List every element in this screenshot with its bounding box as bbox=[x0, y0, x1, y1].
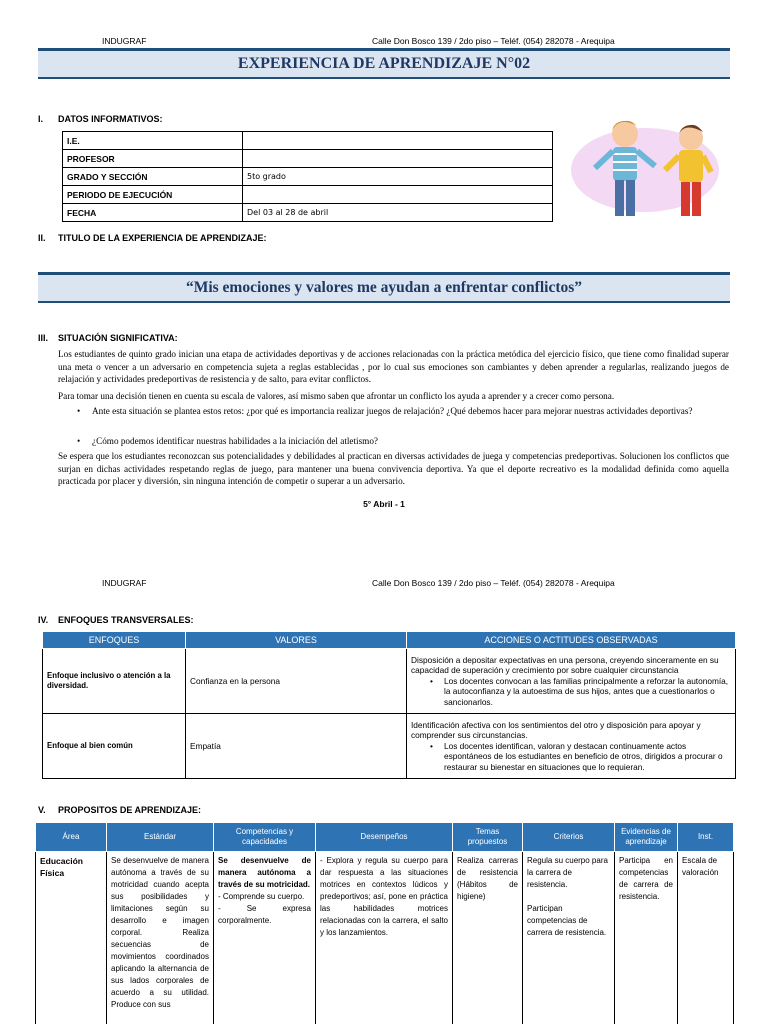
enfoque-valor: Empatía bbox=[186, 714, 407, 779]
section-heading-5 bbox=[38, 805, 201, 815]
situation-bullet-1: • Ante esta situación se plantea estos retos: ¿por qué es importancia realizar juegos de relajación? ¿Qué debemos hacer para mejorar nuestras actividades deportivas? bbox=[92, 405, 729, 418]
section-number: III. bbox=[38, 333, 49, 343]
page-header bbox=[0, 578, 768, 592]
experience-title-text: “Mis emociones y valores me ayudan a enfrentar conflictos” bbox=[185, 279, 583, 296]
accion-text: Identificación afectiva con los sentimientos del otro y disposición para apoyar y comprender sus circunstancias. bbox=[411, 719, 701, 741]
propositos-table bbox=[35, 822, 734, 1024]
column-header: ACCIONES O ACTITUDES OBSERVADAS bbox=[407, 632, 736, 649]
section-label: PROPOSITOS DE APRENDIZAJE: bbox=[58, 805, 202, 815]
enfoque-valor: Confianza en la persona bbox=[186, 649, 407, 714]
situation-paragraph-3: Se espera que los estudiantes reconozcan sus potencialidades y debilidades al practican en diversas actividades de juega y competencias predeportivas. Solucionen los conflictos que surjan en dichas actividades respetando reglas de juego, para mantener una buena convivencia deportiva. Ya que el deporte recreativo es la modalidad definida como aquella practicada por placer y diversión, sin ninguna intención de competir o superar a un adversario. bbox=[58, 451, 729, 486]
brand-name: INDUGRAF bbox=[102, 36, 147, 46]
table-row bbox=[63, 168, 553, 186]
section-label: ENFOQUES TRANSVERSALES: bbox=[58, 615, 194, 625]
table-row bbox=[63, 186, 553, 204]
list-item: • Los docentes convocan a las familias principalmente a reforzar la autonomía, la autoconfianza y la autoestima de sus hijos, antes que a cuestionarlos o sancionarlos. bbox=[444, 676, 731, 708]
situation-paragraph-1: Los estudiantes de quinto grado inician una etapa de actividades deportivas y de acciones relacionadas con la práctica metódica del ejercicio físico, que tiene como finalidad superar una meta o vencer a un adversario en competencia sujeta a reglas establecidas , por lo cual sus emociones son cambiantes y deben aprender a regularlas, realizando juegos de relajación y actividades predeportivas de resistencia y de salto, para evitar conflictos. bbox=[58, 349, 729, 384]
section-number: IV. bbox=[38, 615, 49, 625]
table-row bbox=[63, 150, 553, 168]
accion-text: Disposición a depositar expectativas en una persona, creyendo sinceramente en su capacidad de superación y crecimiento por sobre cualquier circunstancia bbox=[411, 654, 719, 676]
table-row bbox=[36, 852, 734, 1024]
accion-list bbox=[411, 741, 731, 773]
section-number: II. bbox=[38, 233, 46, 243]
enfoque-acciones bbox=[407, 649, 736, 714]
column-header: Estándar bbox=[107, 823, 214, 852]
table-row bbox=[63, 204, 553, 222]
section-label: DATOS INFORMATIVOS: bbox=[58, 114, 163, 124]
table-header-row bbox=[43, 632, 736, 649]
document-title bbox=[38, 48, 730, 79]
capacidad-item: - Comprende su cuerpo. bbox=[218, 892, 305, 901]
column-header: Competencias y capacidades bbox=[214, 823, 316, 852]
column-header: Área bbox=[36, 823, 107, 852]
desempeno-cell: - Explora y regula su cuerpo para dar respuesta a las situaciones motrices en contextos lúdicos y predeportivos; así, pone en práctica las habilidades motrices relacionadas con la carrera, el salto y los lanzamientos. bbox=[316, 852, 453, 1024]
enfoque-name: Enfoque inclusivo o atención a la diversidad. bbox=[43, 649, 186, 714]
section-number: V. bbox=[38, 805, 46, 815]
info-key: I.E. bbox=[63, 132, 243, 150]
info-value bbox=[243, 150, 553, 168]
criterio-item: Regula su cuerpo para la carrera de resistencia. bbox=[527, 856, 608, 889]
temas-cell: Realiza carreras de resistencia (Hábitos de higiene) bbox=[453, 852, 523, 1024]
document-title-text: EXPERIENCIA DE APRENDIZAJE N°02 bbox=[237, 55, 531, 72]
section-label: TITULO DE LA EXPERIENCIA DE APRENDIZAJE: bbox=[58, 233, 267, 243]
info-value bbox=[243, 186, 553, 204]
info-key: GRADO Y SECCIÓN bbox=[63, 168, 243, 186]
brand-name: INDUGRAF bbox=[102, 578, 147, 588]
enfoque-acciones bbox=[407, 714, 736, 779]
criterios-cell bbox=[523, 852, 615, 1024]
section-heading-4 bbox=[38, 615, 194, 625]
info-table bbox=[62, 131, 553, 222]
column-header: Inst. bbox=[678, 823, 734, 852]
evidencia-cell: Participa en competencias de carrera de resistencia. bbox=[615, 852, 678, 1024]
instrumento-cell: Escala de valoración bbox=[678, 852, 734, 1024]
section-heading-2 bbox=[38, 233, 267, 243]
situation-paragraph-2: Para tomar una decisión tienen en cuenta su escala de valores, así mismo saben que afrontar un conflicto los ayuda a aprender y a crecer como persona. bbox=[58, 391, 615, 401]
info-key: FECHA bbox=[63, 204, 243, 222]
table-row bbox=[43, 714, 736, 779]
column-header: VALORES bbox=[186, 632, 407, 649]
estandar-cell: Se desenvuelve de manera autónoma a través de su motricidad cuando acepta sus posibilidades y limitaciones según su desarrollo e imagen corporal. Realiza secuencias de movimientos coordinados aplicando la alternancia de sus lados corporales de acuerdo a su utilidad. Produce con sus bbox=[107, 852, 214, 1024]
info-value bbox=[243, 132, 553, 150]
header-address: Calle Don Bosco 139 / 2do piso – Teléf. (054) 282078 - Arequipa bbox=[372, 36, 615, 46]
area-cell: Educación Física bbox=[36, 852, 107, 1024]
section-heading-3 bbox=[38, 333, 178, 343]
section-number: I. bbox=[38, 114, 44, 124]
situation-bullet-2: • ¿Cómo podemos identificar nuestras habilidades a la iniciación del atletismo? bbox=[92, 435, 729, 448]
info-key: PERIODO DE EJECUCIÓN bbox=[63, 186, 243, 204]
table-row bbox=[43, 649, 736, 714]
info-value: Del 03 al 28 de abril bbox=[243, 204, 553, 222]
criterio-item: Participan competencias de carrera de resistencia. bbox=[527, 904, 607, 937]
enfoques-table bbox=[42, 631, 736, 779]
section-heading-1 bbox=[38, 114, 163, 124]
children-illustration bbox=[565, 110, 725, 225]
column-header: Evidencias de aprendizaje bbox=[615, 823, 678, 852]
info-key: PROFESOR bbox=[63, 150, 243, 168]
column-header: Desempeños bbox=[316, 823, 453, 852]
table-row bbox=[63, 132, 553, 150]
enfoque-name: Enfoque al bien común bbox=[43, 714, 186, 779]
competencia-cell bbox=[214, 852, 316, 1024]
table-header-row bbox=[36, 823, 734, 852]
info-value: 5to grado bbox=[243, 168, 553, 186]
page-label: 5° Abril - 1 bbox=[363, 499, 405, 509]
column-header: ENFOQUES bbox=[43, 632, 186, 649]
accion-list bbox=[411, 676, 731, 708]
column-header: Criterios bbox=[523, 823, 615, 852]
list-item: • Los docentes identifican, valoran y destacan continuamente actos espontáneos de los estudiantes en beneficio de otros, dirigidos a procurar o restaurar su bienestar en situaciones que lo requieran. bbox=[444, 741, 731, 773]
competencia-text: Se desenvuelve de manera autónoma a través de su motricidad. bbox=[218, 856, 311, 889]
experience-title bbox=[38, 272, 730, 303]
capacidad-item: - Se expresa corporalmente. bbox=[218, 904, 311, 925]
section-label: SITUACIÓN SIGNIFICATIVA: bbox=[58, 333, 178, 343]
column-header: Temas propuestos bbox=[453, 823, 523, 852]
header-address: Calle Don Bosco 139 / 2do piso – Teléf. (054) 282078 - Arequipa bbox=[372, 578, 615, 588]
